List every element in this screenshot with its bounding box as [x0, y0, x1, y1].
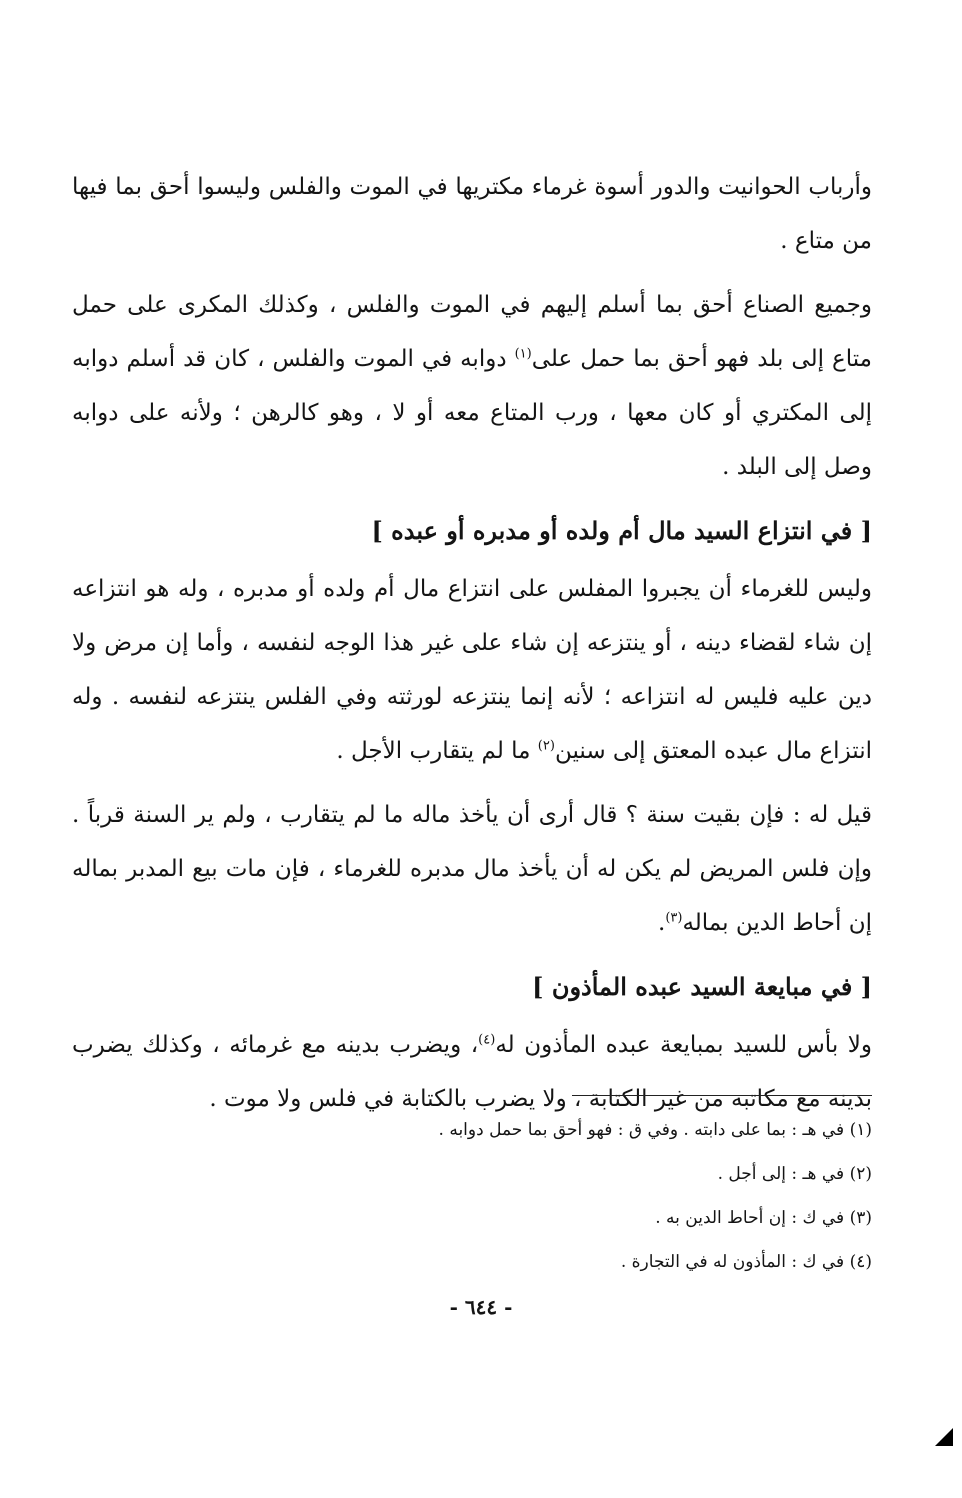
footnote-ref-3[interactable]: (٣) — [665, 910, 683, 926]
paragraph-text: ولا بأس للسيد بمبايعة عبده المأذون له — [495, 1032, 872, 1058]
corner-triangle-icon — [935, 1428, 953, 1446]
page-number: - ٦٤٤ - — [449, 1295, 513, 1319]
footnote-ref-2[interactable]: (٢) — [537, 738, 555, 754]
section-heading-1: [ في انتزاع السيد مال أم ولده أو مدبره أو عبده ] — [371, 516, 872, 545]
paragraph-text: وليس للغرماء أن يجبروا المفلس على انتزاع مال أم ولده أو مدبره ، وله هو انتزاعه إن شاء لقضاء دينه ، أو ينتزعه إن شاء على غير هذا الوجه لنفسه ، وأما إن مرض ولا دين عليه فليس له انتزاعه ؛ لأنه إنما ينتزعه لورثته وفي الفلس ينتزعه لنفسه . وله انتزاع مال عبده المعتق إلى سنين — [72, 576, 872, 764]
paragraph-craftsmen — [72, 278, 872, 494]
section-heading-2: [ في مبايعة السيد عبده المأذون ] — [532, 972, 872, 1001]
paragraph-text: دوابه في الموت والفلس ، كان قد أسلم دوابه إلى المكتري أو كان معها ، ورب المتاع معه أو لا ، وهو كالرهن ؛ ولأنه على دوابه وصل إلى البلد . — [72, 346, 872, 480]
main-text — [72, 160, 872, 1136]
paragraph-text: وجميع الصناع أحق بما أسلم إليهم في الموت والفلس ، وكذلك المكرى على حمل متاع إلى بلد فهو أحق بما حمل على — [72, 292, 872, 372]
paragraph-text: ما لم يتقارب الأجل . — [336, 738, 538, 764]
footnotes — [72, 1108, 872, 1284]
footnote-divider — [572, 1095, 872, 1096]
paragraph-shop-owners — [72, 160, 872, 268]
footnote-4: (٤) في ك : المأذون له في التجارة . — [620, 1252, 872, 1272]
paragraph-text: وأرباب الحوانيت والدور أسوة غرماء مكتريها في الموت والفلس وليسوا أحق بما فيها من متاع . — [72, 174, 872, 254]
paragraph-creditors — [72, 562, 872, 778]
paragraph-question — [72, 788, 872, 950]
footnote-2: (٢) في هـ : إلى أجل . — [717, 1164, 872, 1184]
paragraph-text: ، ويضرب بدينه مع غرمائه ، وكذلك يضرب بدينه مع مكاتبه من غير الكتابة ، ولا يضرب بالكتابة في فلس ولا موت . — [72, 1032, 872, 1112]
paragraph-text: . — [658, 910, 666, 936]
footnote-ref-4[interactable]: (٤) — [478, 1032, 496, 1048]
paragraph-text: قيل له : فإن بقيت سنة ؟ قال أرى أن يأخذ ماله ما لم يتقارب ، ولم ير السنة قرباً . وإن فلس المريض لم يكن له أن يأخذ مال مدبره للغرماء ، فإن مات بيع المدبر بماله إن أحاط الدين بماله — [72, 802, 872, 936]
footnote-ref-1[interactable]: (١) — [514, 346, 532, 362]
footnote-1: (١) في هـ : بما على دابته . وفي ق : فهو أحق بما حمل دوابه . — [438, 1120, 872, 1140]
footnote-3: (٣) في ك : إن أحاط الدين به . — [655, 1208, 872, 1228]
